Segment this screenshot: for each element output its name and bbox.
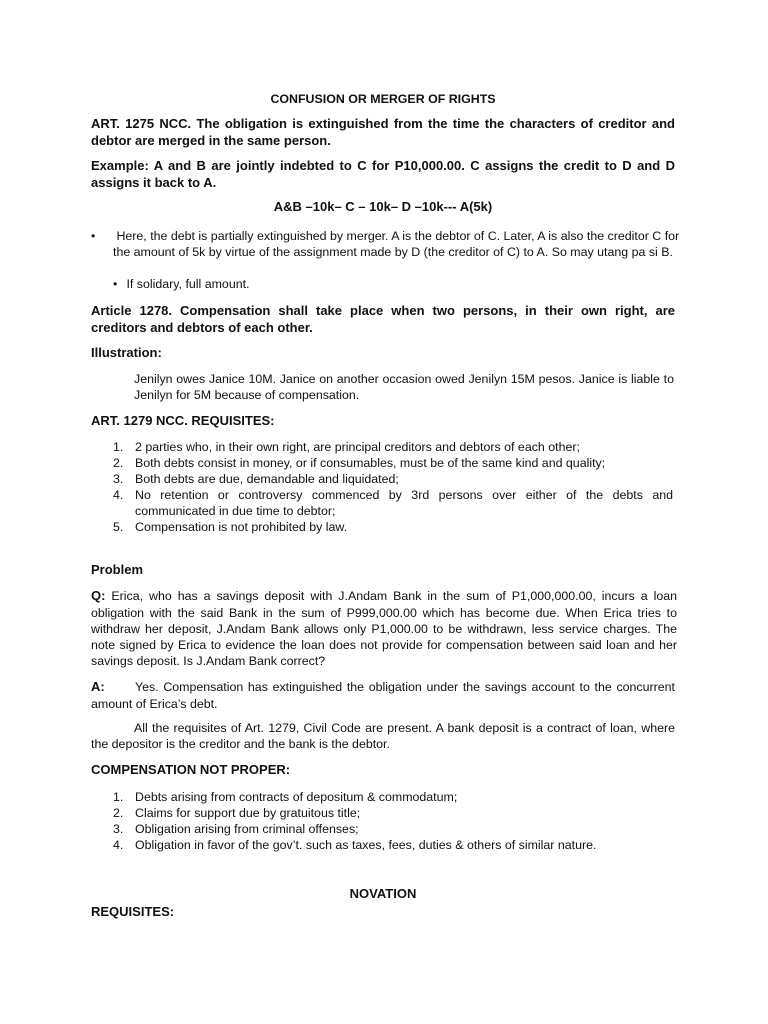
list-item-text: Obligation arising from criminal offenses; bbox=[135, 822, 359, 836]
requisites-heading: REQUISITES: bbox=[91, 904, 175, 919]
list-item-text: 2 parties who, in their own right, are principal creditors and debtors of each other; bbox=[135, 440, 580, 454]
list-item bbox=[113, 487, 673, 519]
list-item-text: Claims for support due by gratuitous title; bbox=[135, 806, 361, 820]
question-text: Erica, who has a savings deposit with J.Andam Bank in the sum of P1,000,000.00, incurs a loan obligation with the said Bank in the sum of P999,000.00 which has become due. When Erica tries to withdraw her deposit, J.Andam Bank allows only P1,000.00 to be withdrawn, less service charges. The note signed by Erica to evidence the loan does not provide for compensation between said loan and her savings deposit. Is J.Andam Bank correct? bbox=[91, 589, 677, 668]
answer-paragraph-2: All the requisites of Art. 1279, Civil Code are present. A bank deposit is a contract of loan, where the depositor is the creditor and the bank is the debtor. bbox=[91, 721, 675, 751]
answer-paragraph bbox=[91, 679, 675, 712]
list-item-text: No retention or controversy commenced by 3rd persons over either of the debts and communicated in due time to debtor; bbox=[135, 488, 673, 518]
art-1279-heading: ART. 1279 NCC. REQUISITES: bbox=[91, 413, 275, 428]
not-proper-list bbox=[113, 789, 651, 853]
illustration-heading: Illustration: bbox=[91, 345, 162, 360]
list-item bbox=[113, 837, 651, 853]
answer-text: Yes. Compensation has extinguished the obligation under the savings account to the concurrent amount of Erica’s debt. bbox=[91, 680, 675, 711]
illustration-text: Jenilyn owes Janice 10M. Janice on another occasion owed Jenilyn 15M pesos. Janice is liable to Jenilyn for 5M because of compensation. bbox=[134, 372, 674, 402]
list-number: 1. bbox=[113, 440, 124, 454]
art-1275-paragraph: ART. 1275 NCC. The obligation is extinguished from the time the characters of creditor and debtor are merged in the same person. bbox=[91, 116, 675, 148]
list-item-text: Compensation is not prohibited by law. bbox=[135, 520, 348, 534]
problem-heading: Problem bbox=[91, 562, 144, 577]
page-title: CONFUSION OR MERGER OF RIGHTS bbox=[270, 92, 496, 106]
merger-formula: A&B –10k– C – 10k– D –10k--- A(5k) bbox=[273, 199, 493, 214]
article-1278-paragraph: Article 1278. Compensation shall take place when two persons, in their own right, are creditors and debtors of each other. bbox=[91, 303, 675, 335]
not-proper-heading: COMPENSATION NOT PROPER: bbox=[91, 762, 291, 777]
list-item-text: Debts arising from contracts of depositum & commodatum; bbox=[135, 790, 458, 804]
list-item-text: Both debts are due, demandable and liquidated; bbox=[135, 472, 399, 486]
answer-label: A: bbox=[91, 679, 105, 694]
list-number: 2. bbox=[113, 456, 124, 470]
list-number: 1. bbox=[113, 790, 124, 804]
list-item bbox=[113, 455, 673, 471]
bullet-glyph: • bbox=[113, 277, 118, 291]
question-paragraph bbox=[91, 588, 677, 669]
list-number: 3. bbox=[113, 472, 124, 486]
question-label: Q: bbox=[91, 588, 106, 603]
bullet-text-2: If solidary, full amount. bbox=[126, 277, 250, 291]
list-number: 3. bbox=[113, 822, 124, 836]
requisites-list bbox=[113, 439, 673, 535]
list-item-text: Both debts consist in money, or if consumables, must be of the same kind and quality; bbox=[135, 456, 606, 470]
list-item bbox=[113, 439, 673, 455]
list-item-text: Obligation in favor of the gov’t. such as taxes, fees, duties & others of similar nature. bbox=[135, 838, 597, 852]
bullet-item bbox=[91, 228, 681, 260]
example-paragraph: Example: A and B are jointly indebted to C for P10,000.00. C assigns the credit to D and D assigns it back to A. bbox=[91, 158, 675, 190]
list-item bbox=[113, 471, 673, 487]
novation-heading: NOVATION bbox=[349, 886, 417, 901]
bullet-text-1: Here, the debt is partially extinguished by merger. A is the debtor of C. Later, A is also the creditor C for the amount of 5k by virtue of the assignment made by D (the creditor of C) to A. So may utang pa si B. bbox=[113, 229, 680, 259]
list-number: 4. bbox=[113, 838, 124, 852]
list-number: 4. bbox=[113, 488, 124, 502]
bullet-item bbox=[113, 276, 673, 292]
list-item bbox=[113, 805, 651, 821]
list-item bbox=[113, 821, 651, 837]
list-number: 5. bbox=[113, 520, 124, 534]
bullet-glyph: • bbox=[91, 229, 96, 243]
list-item bbox=[113, 519, 673, 535]
list-item bbox=[113, 789, 651, 805]
list-number: 2. bbox=[113, 806, 124, 820]
